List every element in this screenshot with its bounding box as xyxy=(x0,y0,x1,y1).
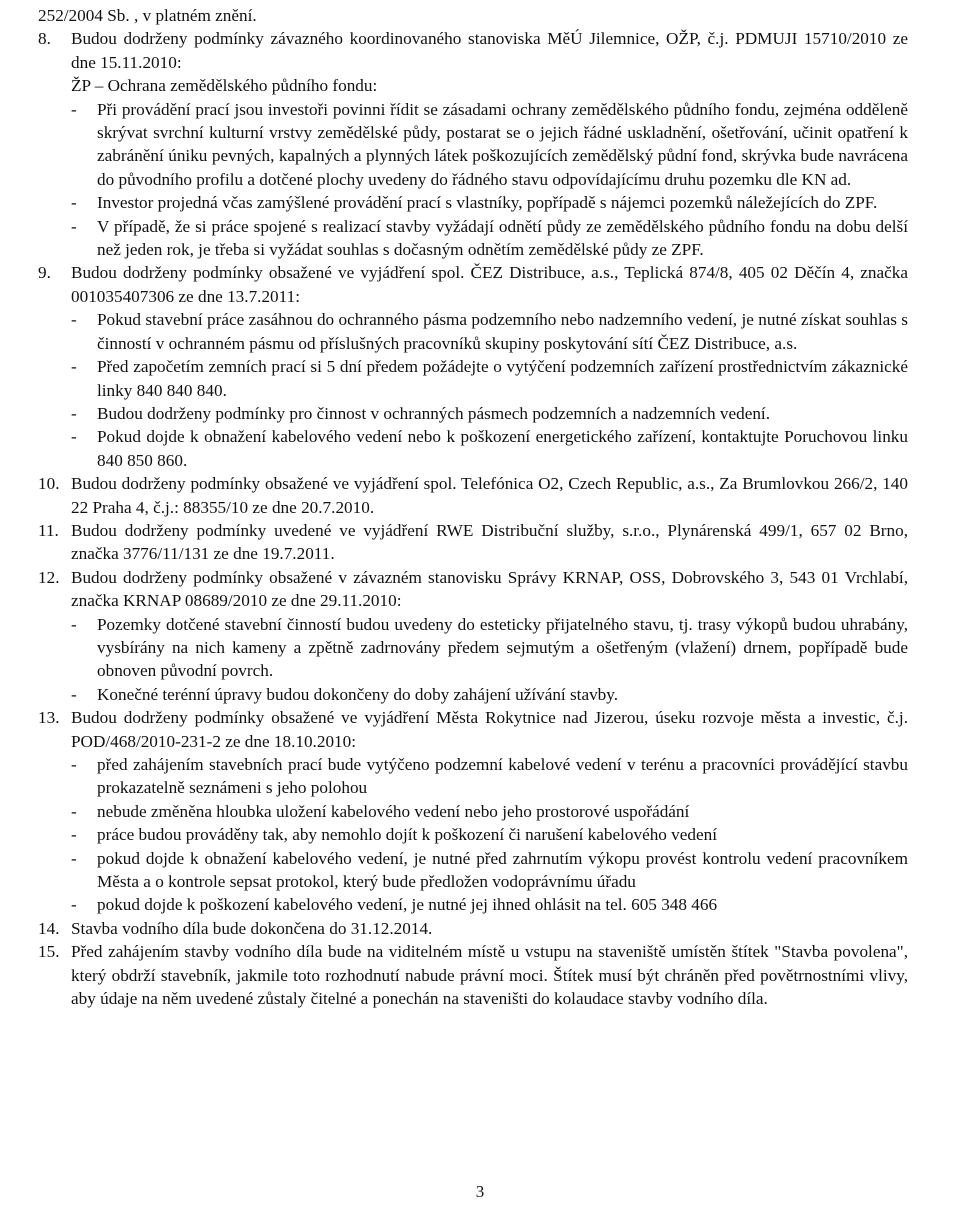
sub-item xyxy=(71,847,908,894)
item-number: 10. xyxy=(38,474,60,494)
sub-item xyxy=(71,800,908,823)
item-number: 11. xyxy=(38,520,59,540)
item-text: Budou dodrženy podmínky obsažené ve vyjádření Města Rokytnice nad Jizerou, úseku rozvoje města a investic, č.j. POD/468/2010-231-2 ze dne 18.10.2010: xyxy=(71,708,908,751)
sub-item xyxy=(71,308,908,355)
sub-item-text: práce budou prováděny tak, aby nemohlo dojít k poškození či narušení kabelového vedení xyxy=(97,825,718,845)
zpf-heading: ŽP – Ochrana zemědělského půdního fondu: xyxy=(71,76,378,96)
item-number: 14. xyxy=(38,918,60,938)
sub-item xyxy=(71,613,908,683)
dash-bullet: - xyxy=(71,755,77,774)
condition-item-8 xyxy=(38,27,908,261)
dash-bullet: - xyxy=(71,614,77,634)
dash-bullet: - xyxy=(71,684,77,704)
dash-bullet: - xyxy=(71,216,77,236)
dash-bullet: - xyxy=(71,403,77,423)
item-number: 13. xyxy=(38,708,60,728)
dash-bullet: - xyxy=(71,895,77,915)
sub-item-text: Pokud dojde k obnažení kabelového vedení nebo k poškození energetického zařízení, kontaktujte Poruchovou linku 840 850 860. xyxy=(97,427,908,470)
sub-item-text: před zahájením stavebních prací bude vytýčeno podzemní kabelové vedení v terénu a pracovníci provádějící stavbu prokazatelně seznámeni s jeho polohou xyxy=(97,755,908,798)
sub-item-text: Pozemky dotčené stavební činností budou uvedeny do esteticky přijatelného stavu, tj. trasy výkopů budou uhrabány, vysbírány na nich kameny a zpětně zadrnovány předem sejmutým a ošetřeným (vlažení) drnem, popřípadě bude obnoven původní povrch. xyxy=(97,614,908,681)
item-number: 9. xyxy=(38,263,51,283)
sub-item-text: pokud dojde k obnažení kabelového vedení, je nutné před zahrnutím výkopu provést kontrolu vedení pracovníkem Města a o kontrole sepsat protokol, který bude předložen vodoprávnímu úřadu xyxy=(97,848,908,892)
dash-bullet: - xyxy=(71,99,77,119)
dash-bullet: - xyxy=(71,193,77,213)
item-number: 8. xyxy=(38,29,51,49)
sub-item-text: Budou dodrženy podmínky pro činnost v ochranných pásmech podzemních a nadzemních vedení. xyxy=(97,403,770,423)
sub-item-text: Pokud stavební práce zasáhnou do ochranného pásma podzemního nebo nadzemního vedení, je nutné získat souhlas s činností v ochranném pásmu od příslušných pracovníků skupiny poskytování sítí ČEZ Distribuce, a.s. xyxy=(97,310,908,353)
sub-item-text: V případě, že si práce spojené s realizací stavby vyžádají odnětí půdy ze zemědělského půdního fondu na dobu delší než jeden rok, je třeba si vyžádat souhlas s dočasným odnětím zemědělské půdy ze ZPF. xyxy=(97,216,908,260)
dash-bullet: - xyxy=(71,427,77,447)
sub-item xyxy=(71,425,908,472)
sub-item xyxy=(71,753,908,800)
document-body xyxy=(38,4,908,1010)
item-text: Budou dodrženy podmínky obsažené ve vyjádření spol. ČEZ Distribuce, a.s., Teplická 874/8, 405 02 Děčín 4, značka 001035407306 ze dne 13.7.2011: xyxy=(71,263,908,306)
sub-item-text: pokud dojde k poškození kabelového vedení, je nutné jej ihned ohlásit na tel. 605 348 466 xyxy=(97,895,718,915)
item-text: Stavba vodního díla bude dokončena do 31.12.2014. xyxy=(71,918,433,938)
sub-item xyxy=(71,823,908,846)
sub-item xyxy=(71,355,908,402)
sub-item-text: Investor projedná včas zamýšlené provádění prací s vlastníky, popřípadě s nájemci pozemků náležejících do ZPF. xyxy=(97,193,878,213)
condition-item-14 xyxy=(38,917,908,940)
condition-item-12 xyxy=(38,566,908,706)
sub-item-text: Před započetím zemních prací si 5 dní předem požádejte o vytýčení podzemních zařízení prostřednictvím zákaznické linky 840 840 840. xyxy=(97,357,908,400)
item-number: 15. xyxy=(38,942,60,962)
dash-bullet: - xyxy=(71,825,77,845)
condition-item-15 xyxy=(38,940,908,1010)
sub-item xyxy=(71,215,908,262)
item-text: Budou dodrženy podmínky uvedené ve vyjádření RWE Distribuční služby, s.r.o., Plynárenská 499/1, 657 02 Brno, značka 3776/11/131 ze dne 19.7.2011. xyxy=(71,520,908,564)
condition-item-13 xyxy=(38,706,908,917)
item-text: Budou dodrženy podmínky obsažené ve vyjádření spol. Telefónica O2, Czech Republic, a.s., Za Brumlovkou 266/2, 140 22 Praha 4, č.j.: 88355/10 ze dne 20.7.2010. xyxy=(71,474,908,517)
item-text: Před zahájením stavby vodního díla bude na viditelném místě u vstupu na staveniště umístěn štítek "Stavba povolena", který obdrží stavebník, jakmile toto rozhodnutí nabude právní moci. Štítek musí být chráněn před povětrnostními vlivy, aby údaje na něm uvedené zůstaly čitelné a ponechán na staveništi do kolaudace stavby vodního díla. xyxy=(71,942,908,1009)
sub-item-text: Při provádění prací jsou investoři povinni řídit se zásadami ochrany zemědělského půdního fondu, zejména odděleně skrývat svrchní kulturní vrstvy zemědělské půdy, postarat se o jejich řádné uskladnění, ošetřování, učinit opatření k zabránění úniku pevných, kapalných a plynných látek poškozujících zemědělský půdní fond, skrývka bude navrácena do původního profilu a dotčené plochy uvedeny do řádného stavu odpovídajícímu druhu pozemku dle KN ad. xyxy=(97,99,908,189)
intro-line: 252/2004 Sb. , v platném znění. xyxy=(38,6,257,25)
sub-item-text: Konečné terénní úpravy budou dokončeny do doby zahájení užívání stavby. xyxy=(97,684,619,704)
condition-item-11 xyxy=(38,519,908,566)
dash-bullet: - xyxy=(71,801,77,821)
sub-item xyxy=(71,98,908,192)
item-text: Budou dodrženy podmínky obsažené v závazném stanovisku Správy KRNAP, OSS, Dobrovského 3, 543 01 Vrchlabí, značka KRNAP 08689/2010 ze dne 29.11.2010: xyxy=(71,567,908,611)
sub-item xyxy=(71,191,908,214)
dash-bullet: - xyxy=(71,357,77,377)
sub-item-text: nebude změněna hloubka uložení kabelového vedení nebo jeho prostorové uspořádání xyxy=(97,801,690,821)
item-text: Budou dodrženy podmínky závazného koordinovaného stanoviska MěÚ Jilemnice, OŽP, č.j. PDMUJI 15710/2010 ze dne 15.11.2010: xyxy=(71,29,908,72)
dash-bullet: - xyxy=(71,848,77,868)
condition-item-10 xyxy=(38,472,908,519)
sub-item xyxy=(71,402,908,425)
page-number: 3 xyxy=(475,1182,485,1201)
sub-item xyxy=(71,893,908,916)
condition-item-9 xyxy=(38,261,908,472)
sub-item xyxy=(71,683,908,706)
item-number: 12. xyxy=(38,567,60,587)
dash-bullet: - xyxy=(71,310,77,330)
